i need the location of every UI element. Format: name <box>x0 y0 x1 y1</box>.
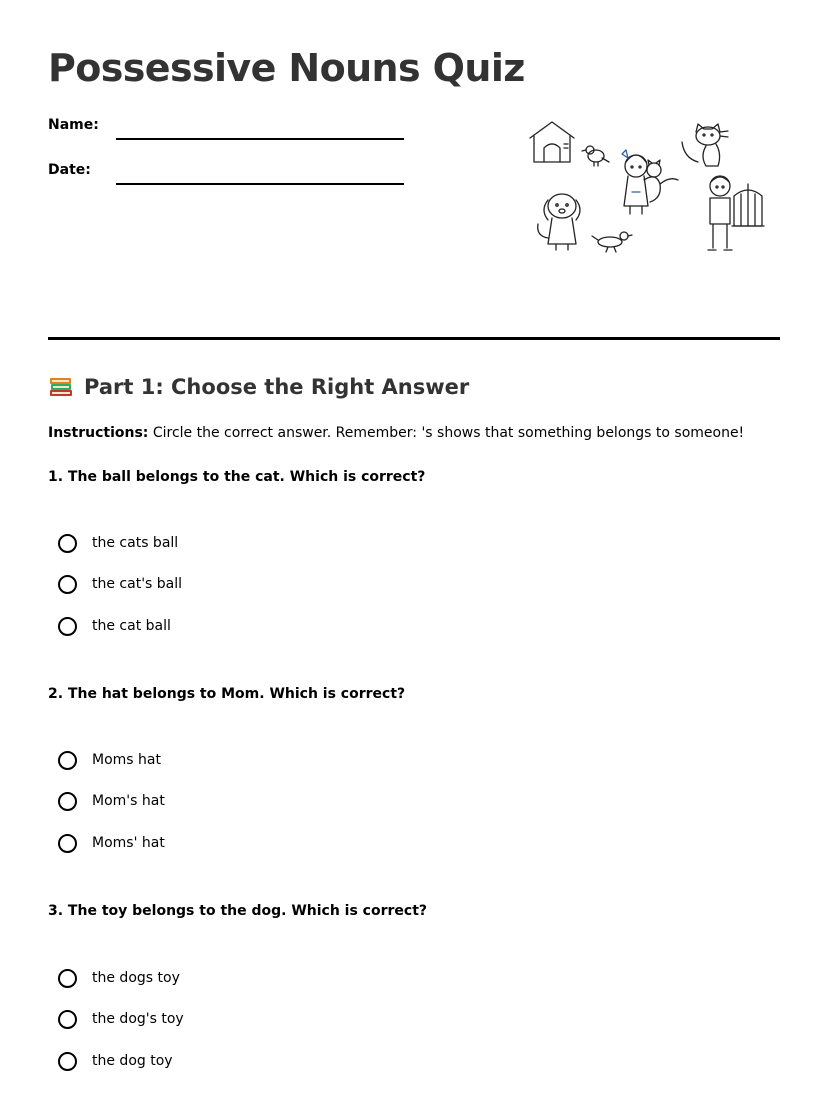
section-title <box>48 374 469 400</box>
bird-icon <box>582 146 609 166</box>
dog-icon <box>538 194 580 250</box>
cat-icon <box>682 124 728 166</box>
answer-option[interactable] <box>58 1049 173 1073</box>
question-prompt: 3. The toy belongs to the dog. Which is correct? <box>48 903 428 919</box>
girl-icon <box>622 150 678 214</box>
answer-option[interactable] <box>58 966 180 990</box>
worksheet-illustration <box>522 114 774 264</box>
answer-option[interactable] <box>58 1007 184 1031</box>
radio-circle-icon[interactable] <box>58 1052 77 1071</box>
answer-option-label: the cat ball <box>92 618 171 634</box>
bird-icon <box>592 232 632 252</box>
radio-circle-icon[interactable] <box>58 575 77 594</box>
answer-option-label: Mom's hat <box>92 793 165 809</box>
answer-option-label: the cat's ball <box>92 576 183 592</box>
answer-option[interactable] <box>58 614 171 638</box>
instructions-text: Circle the correct answer. Remember: 's shows that something belongs to someone! <box>148 425 745 441</box>
answer-option-label: Moms' hat <box>92 835 165 851</box>
books-icon <box>48 374 74 400</box>
instructions <box>48 425 744 441</box>
answer-option-label: Moms hat <box>92 752 161 768</box>
boy-icon <box>708 176 732 250</box>
radio-circle-icon[interactable] <box>58 834 77 853</box>
answer-option-label: the dogs toy <box>92 970 180 986</box>
name-field[interactable] <box>116 138 404 140</box>
answer-option-label: the cats ball <box>92 535 179 551</box>
radio-circle-icon[interactable] <box>58 969 77 988</box>
birdcage-icon <box>732 184 764 226</box>
date-label: Date: <box>48 162 91 178</box>
question-prompt: 2. The hat belongs to Mom. Which is correct? <box>48 686 406 702</box>
question-prompt: 1. The ball belongs to the cat. Which is correct? <box>48 469 426 485</box>
radio-circle-icon[interactable] <box>58 617 77 636</box>
section-divider <box>48 337 780 340</box>
doghouse-icon <box>530 122 574 162</box>
answer-option[interactable] <box>58 789 165 813</box>
page-title: Possessive Nouns Quiz <box>48 46 525 90</box>
radio-circle-icon[interactable] <box>58 534 77 553</box>
answer-option-label: the dog's toy <box>92 1011 184 1027</box>
answer-option[interactable] <box>58 748 161 772</box>
answer-option-label: the dog toy <box>92 1053 173 1069</box>
date-field[interactable] <box>116 183 404 185</box>
name-label: Name: <box>48 117 99 133</box>
answer-option[interactable] <box>58 572 182 596</box>
answer-option[interactable] <box>58 531 178 555</box>
radio-circle-icon[interactable] <box>58 792 77 811</box>
section-title-text: Part 1: Choose the Right Answer <box>84 375 470 399</box>
radio-circle-icon[interactable] <box>58 1010 77 1029</box>
answer-option[interactable] <box>58 831 165 855</box>
radio-circle-icon[interactable] <box>58 751 77 770</box>
instructions-lead: Instructions: <box>48 425 149 441</box>
